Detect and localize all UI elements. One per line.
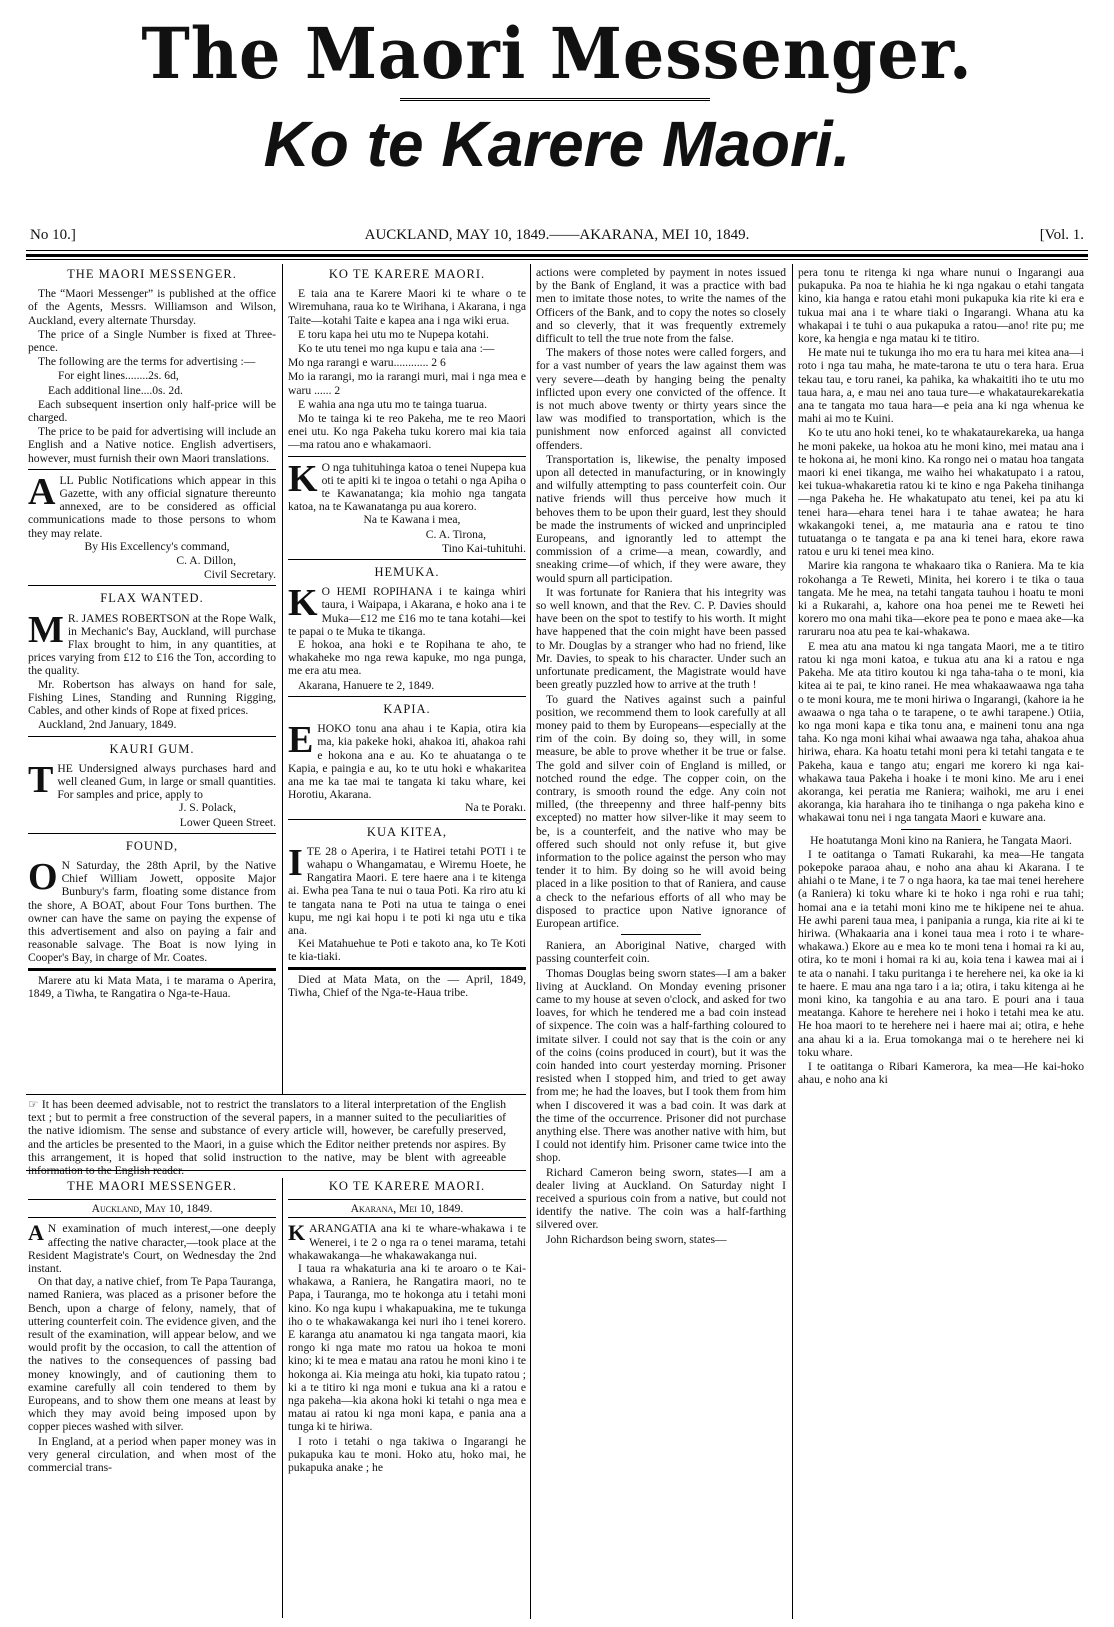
advert-kapia (288, 696, 526, 815)
advert-heading: KAPIA. (383, 701, 431, 716)
paragraph: actions were completed by payment in notes issued by the Bank of England, it was a practice with bad men to imitate those notes, to write the names of the Officers of the Bank, and to copy the notes so closely and so cleverly, that it was frequently extremely difficult to tell the true note from the false. (536, 266, 786, 346)
advert-date: Auckland, 2nd January, 1849. (38, 718, 177, 732)
column-rule (792, 264, 793, 1619)
rule (26, 259, 1088, 260)
rule (288, 1217, 526, 1218)
advert-text: Kei Matahuehue te Poti e takoto ana, ko Te Koti te kia-tiaki. (288, 937, 526, 964)
rule (28, 1199, 276, 1200)
column-rule (282, 1178, 283, 1618)
article-date: Auckland, May 10, 1849. (91, 1202, 213, 1216)
rate-line: Mo nga rarangi e waru............ 2 6 (288, 356, 446, 370)
rule (288, 1199, 526, 1200)
paragraph: E toru kapa hei utu mo te Nupepa kotahi. (298, 327, 489, 341)
advert-signature: J. S. Polack, (178, 801, 236, 815)
paragraph: I te oatitanga o Tamati Rukarahi, ka mea—He tangata pokepoke paraoa ahau, e noho ana ahau ki Akarana. I te ahiahi o te Mane, i te 7 o nga haora, ka tae mai tenei herehere (a Raniera) ki toku whare ki te hoko i nga rohi e rua tahi; homai ana e ia tetahi moni kino me te hikipene nei te ahua. He awhi pareni taua mea, i panipania a runga, kia rite ai ki te hiriwa. (Whakaaria ana i konei taua mea i roto i te whare-whakawa.) Ekore au e mea ko te moni tena i homai ra ki au, otira, ko te moni i homai ra ki au, koia tena i kawea mai ai i te ata o nanahi. I taku puritanga i te herehere nei, ka oke ia ki te haere. E mau ana nga taro i a ia; otira, i taku kitenga ai he moni kino, ka tangohia e au ana taro. E pouri ana i taua meatanga. Kahore te herehere nei i hoko i tetahi mea ke atu. He hoa maori to te herehere nei i haere mai ai; otira, e hehe ana ahau ki a ia. Erua tomokanga mai o te herehere nei ki toku whare. (798, 847, 1084, 1059)
notice-signature: C. A. Tirona, (425, 527, 486, 541)
advert-text: HE Undersigned always purchases hard and well cleaned Gum, in large or small quantities. For samples and price, apply to (57, 761, 276, 802)
column-english-notices (28, 266, 276, 1096)
advert-text: TE 28 o Aperira, i te Hatirei tetahi POTI i te wahapu o Whangamatau, e Wiremu Hoete, he Rangatira Maori. E tere haere ana i te kitenga ai. Ewha pea Tana te nui o taua Poti. Ka riro atu ki te tangata nana te Poti na utua te tainga o enei kupu, me ngi kai hopu i te poti ki nga utu e tika ana. (288, 844, 526, 937)
drop-cap: K (288, 1220, 306, 1246)
advert-heading: HEMUKA. (374, 565, 440, 580)
rate-line: Each additional line....0s. 2d. (48, 383, 183, 397)
short-rule (901, 829, 981, 830)
ornament-rule (28, 968, 276, 971)
paragraph: ARANGATIA ana ki te whare-whakawa i te Wenerei, i te 2 o nga ra o tenei marama, tetahi whakawakanga—he whakawakanga nui. (288, 1222, 526, 1262)
notice-text: LL Public Notifications which appear in this Gazette, with any official signature thereunto annexed, are to be considered as official communications made to those persons to whom they may relate. (28, 473, 276, 540)
short-rule (621, 934, 701, 935)
notice-signature-title: Civil Secretary. (203, 568, 276, 582)
section-heading: THE MAORI MESSENGER. (67, 267, 237, 281)
paragraph: I te oatitanga o Ribari Kamerora, ka mea—He kai-hoko ahau, e noho ana ki (798, 1059, 1084, 1087)
drop-cap: O (28, 855, 58, 898)
advert-address: Lower Queen Street. (179, 815, 276, 829)
advert-date: Akarana, Hanuere te 2, 1849. (298, 678, 435, 692)
advert-text: E hokoa, ana hoki e te Ropihana te aho, te whakaheke mo nga rewa kapuke, mo nga punga, me era atu mea. (288, 638, 526, 678)
masthead-divider (400, 98, 710, 101)
rule (26, 1094, 526, 1095)
article-date: Akarana, Mei 10, 1849. (350, 1202, 464, 1216)
death-notice: Marere atu ki Mata Mata, i te marama o Aperira, 1849, a Tiwha, te Rangatira o Nga-te-Haua. (28, 973, 276, 1000)
masthead (0, 0, 1114, 225)
drop-cap: K (288, 457, 318, 500)
column-maori-notices (288, 266, 526, 1096)
paragraph: He hoatutanga Moni kino na Raniera, he Tangata Maori. (810, 833, 1072, 847)
paragraph: In England, at a period when paper money was in very general circulation, and when most of the commercial trans- (28, 1434, 276, 1475)
advert-kauri-gum (28, 736, 276, 829)
paragraph: Thomas Douglas being sworn states—I am a baker living at Auckland. On Monday evening prisoner came to my house at seven o'clock, and asked for two loaves, for which he tendered me a bad coin instead of sixpence. The coin was a half-farthing coloured to imitate silver. I could not say that is the coin or any of the coins (coins produced in court), but it was the coin handed into court yesterday morning. Prisoner resisted when I stopped him, and tried to get away from me; he had the loaves, but I took them from him when I discovered it was a bad coin. It was dark at the time of the occurrence. Prisoner did not purchase anything else. There was another native with him, but I could not identify him. Prisoner came twice into the shop. (536, 966, 786, 1165)
issue-number: No 10.] (30, 227, 76, 243)
rule (28, 1217, 276, 1218)
advert-text: N Saturday, the 28th April, by the Native Chief William Jowett, opposite Major Bunbury's farm, floating some distance from the shore, A BOAT, about Four Tons burthen. The owner can have the same on paying the expense of this advertisement and also on paying a fair and reasonable salvage. The Boat is now lying in Cooper's Bay, in charge of Mr. Coates. (28, 858, 276, 965)
rate-line: For eight lines........2s. 6d, (58, 369, 179, 383)
paragraph: E mea atu ana matou ki nga tangata Maori, me a te titiro ratou ki nga moni katoa, e tukua atu ana ki a ratou e nga Pakeha. Me ata titiro koutou ki nga taha-taha o te moni, kia kitea ai te pai, te kino ranei. He mea whakaawaawa nga taha o te moni koura, me te moni hiriwa o Ingarangi, (kahore ia he awaawa o nga taha o te tarapene, o te awhi tarapene.) Otiia, ko nga moni kapa e tika tonu ana, e maineni tonu ana nga taha. Ko nga moni kihai whai awaawa nga taha, ahakoa ahua hiriwa, ehara. Ka hoatu tetahi moni pera ki tetahi tangata e te Pakeha, kaua e tango atu; engari me korero ki nga kai-whakawa taua Pakeha i hoake i te moni kino. Me aru i enei akoranga, kei peratia me Raniera; waihoki, me aru i enei akoranga, kia harahara iho te tinihanga o nga pakeha kino e whakawai tonu nei i nga tangata Maori e kuware ana. (798, 639, 1084, 825)
advert-text: HOKO tonu ana ahau i te Kapia, otira kia ma, kia pakeke hoki, ahakoa iti, ahakoa rahi e hokona ana e au. Ko te ahuatanga o te Kapia, e paingia e au, ko te utu hoki e whakaritea ana me ka tae mai te tangata ki taku whare, kei Horotiu, Akarana. (288, 722, 526, 802)
notice-command: Na te Kawana i mea, (363, 513, 461, 527)
advert-heading: KUA KITEA, (366, 824, 448, 839)
paragraph: Each subsequent insertion only half-price will be charged. (28, 397, 276, 425)
section-heading: KO TE KARERE MAORI. (328, 267, 486, 281)
drop-cap: A (28, 1220, 44, 1246)
drop-cap: M (28, 608, 64, 651)
drop-cap: A (28, 470, 56, 513)
paragraph: E taia ana te Karere Maori ki te whare o te Wiremuhana, raua ko te Wirihana, i Akarana, i nga Taite—kotahi Taite e kapea ana i nga wiki erua. (288, 287, 526, 327)
section-heading: KO TE KARERE MAORI. (328, 1179, 486, 1193)
advert-heading: FOUND, (125, 838, 179, 853)
advert-heading: KAURI GUM. (109, 741, 195, 756)
editorial-notice: ☞ It has been deemed advisable, not to restrict the translators to a literal interpretation of the English text ; but to permit a free construction of the several papers, in a manner suited to the peculiarities of the native idiomism. The sense and substance of every article will, however, be carefully preserved, and the articles be presented to the Maori, in a guise which the Editor neither pretends nor aspires. By this arrangement, it is hoped that solid instruction to the native, may be blent with agreeable information to the English reader. (28, 1098, 506, 1178)
ornament-rule (288, 967, 526, 970)
column-english-continued (536, 266, 786, 1618)
advert-text: O HEMI ROPIHANA i te kainga whiri taura, i Waipapa, i Akarana, e hoko ana i te Muka—£12 me £16 mo te tana kotahi—kei te papai o te Muka te tikanga. (288, 585, 526, 638)
section-heading: THE MAORI MESSENGER. (67, 1179, 237, 1193)
drop-cap: E (288, 719, 314, 762)
official-notice (28, 469, 276, 582)
column-rule (282, 264, 283, 1094)
advert-kua-kitea (288, 819, 526, 964)
masthead-title: The Maori Messenger. (141, 12, 973, 95)
drop-cap: T (28, 758, 54, 801)
paragraph: Marire kia rangona te whakaaro tika o Raniera. Ma te kia rokohanga a Te Reweti, Minita, hei korero i te tika o taua tangata. Me he mea, na tetahi tangata tauhou i hoatu te moni ki a Rukarahi, a, kahore ona hoa penei me te Reweti hei korero mo ona mahi tika—ekore pea te pono e maea ake—ka raruraru noa atu pea te kai-whakawa. (798, 559, 1084, 639)
notice-signature-title: Tino Kai-tuhituhi. (442, 541, 526, 555)
paragraph: Richard Cameron being sworn, states—I am a dealer living at Auckland. On Saturday night I received a spurious coin from a native, but could not identify the native. The coin was a half-farthing silvered over. (536, 1165, 786, 1232)
advert-hemuka (288, 559, 526, 692)
paragraph: The price of a Single Number is fixed at Three-pence. (28, 327, 276, 355)
paragraph: E wahia ana nga utu mo te tainga tuarua. (298, 397, 487, 411)
paragraph: On that day, a native chief, from Te Papa Tauranga, named Raniera, was placed as a prisoner before the Bench, upon a charge of felony, namely, that of uttering counterfeit coin. The evidence given, and the result of the examination, will appear below, and we would profit by the occasion, to call the attention of the natives to the consequences of passing bad money knowingly, and of cautioning them to examine carefully all coin tendered to them by Europeans, and to show them one means at least by which they may avoid being imposed upon by copper pieces washed with silver. (28, 1275, 276, 1434)
column-maori-article (288, 1178, 526, 1618)
paragraph: Raniera, an Aboriginal Native, charged with passing counterfeit coin. (536, 939, 786, 966)
masthead-subtitle: Ko te Karere Maori. (263, 108, 851, 180)
paragraph: He mate nui te tukunga iho mo era tu hara mei kitea ana—i roto i nga tau maha, he mate-tarona te utu o tera hara. Erua tekau tau, e toru ranei, ka pahika, ka whakaititi iho te utu mo taua hara, a, e mau nei ano taua ture—e whakataurekarekatia ana te tangata mo taua hara—e peia ana ki nga whenua ke mahi ai mo te Kuini. (798, 346, 1084, 426)
rate-line: Mo ia rarangi, mo ia rarangi muri, mai i nga mea e waru ...... 2 (288, 370, 526, 397)
column-maori-continued (798, 266, 1084, 1618)
advert-text: R. JAMES ROBERTSON at the Rope Walk, in Mechanic's Bay, Auckland, will purchase Flax brought to him, in any quantities, at prices varying from £12 to £16 the Ton, according to the quality. (28, 611, 276, 678)
advert-signature: Na te Porakı. (465, 801, 526, 815)
rule (26, 250, 1088, 251)
issue-date: AUCKLAND, MAY 10, 1849.——AKARANA, MEI 10, 1849. (364, 227, 750, 243)
volume-number: [Vol. 1. (1039, 227, 1084, 243)
advert-text: Mr. Robertson has always on hand for sale, Fishing Lines, Standing and Running Rigging, Cables, and other kinds of Rope at fixed prices. (28, 677, 276, 718)
rule (26, 254, 1088, 257)
drop-cap: K (288, 582, 318, 625)
paragraph: To guard the Natives against such a painful position, we recommend them to look carefully at all money paid to them by Europeans—especially at the rim of the coin. By doing so, they will, in some measure, be able to prove whether it be true or false. The gold and silver coin of England is milled, or notched round the edge. The copper coin, on the contrary, is smooth round the edge. Any coin not milled, (the threepenny and three half-penny bits excepted) no matter how silver-like it may seem to be, is a counterfeit, and the native who may be offered such should not only refuse it, but give information to the police against the person who may tender it to him. By doing so he will avoid being placed in a like position to that of Raniera, and cause a check to the nefarious efforts of all who may be disposed to practice upon Native ignorance of European artifice. (536, 692, 786, 930)
paragraph: I roto i tetahi o nga takiwa o Ingarangi he pukapuka kau te moni. Hoko atu, hoko mai, he pukapuka anake ; he (288, 1434, 526, 1475)
paragraph: John Richardson being sworn, states— (546, 1232, 727, 1246)
column-rule (530, 264, 531, 1619)
paragraph: It was fortunate for Raniera that his integrity was so well known, and that the Rev. C. P. Davies should have been on the spot to testify to his worth. It might have happened that the coin might have been passed to Mr. Douglas by a stranger who had no friend, like Mr. Davies, to speak to his character. Under such an unfortunate predicament, the Magistrate would have been greatly puzzled how to arrive at the truth ! (536, 585, 786, 692)
paragraph: I taua ra whakaturia ana ki te aroaro o te Kai-whakawa, a Raniera, he Rangatira maori, no te Papa, i Tauranga, mo te hokonga atu i tetahi moni kino. Ko nga kupu i whakapuakina, me te tukunga iho o te whakawakanga kei nuri iho i tenei korero. E karanga atu anamatou ki nga tangata maori, kia rongo ki nga mate mo ratou ua hokoa te moni kino; ki te mea e matau ana ratou he moni kino i te hokonga ai. Kia meinga atu hoki, kia tupato ratou ; ki a te titiro ki nga moni e tukua ana ki a ratou e nga pakeha—kia akona hoki ki tetahi o nga mea e matau ai ratou ki nga moni kapa, e pania ana a tunga ki te hiriwa. (288, 1262, 526, 1434)
paragraph: The “Maori Messenger” is published at the office of the Agents, Messrs. Williamson and Wilson, Auckland, every alternate Thursday. (28, 287, 276, 327)
paragraph: The price to be paid for advertising will include an English and a Native notice. English advertisers, however, must furnish their own Maori translations. (28, 425, 276, 465)
paragraph: Transportation is, likewise, the penalty imposed upon all detected in manufacturing, or in knowingly and wilfully attempting to pass counterfeit coin. Our native friends will thus perceive how much it behoves them to be upon their guard, lest they should be made the instruments of wicked and unprincipled Europeans, and ignorantly led to attempt the commission of a crime—a mean, cowardly, and sneaking crime—of which, if they were aware, they would spurn all participation. (536, 452, 786, 585)
paragraph: N examination of much interest,—one deeply affecting the native character,—took place at the Resident Magistrate's Court, on Wednesday the 2nd instant. (28, 1222, 276, 1276)
drop-cap: I (288, 841, 303, 884)
advert-found (28, 833, 276, 965)
notice-text: O nga tuhituhinga katoa o tenei Nupepa kua oti te apiti ki te ingoa o tetahi o nga Apiha o te Kawanatanga; kia mohio nga tangata katoa, na te Kawanatanga pu aua korero. (288, 460, 526, 514)
paragraph: Ko te utu tenei mo nga kupu e taia ana :— (298, 342, 495, 356)
notice-signature: C. A. Dillon, (176, 554, 236, 568)
notice-command: By His Excellency's command, (84, 539, 230, 553)
official-notice (288, 456, 526, 555)
advert-flax (28, 585, 276, 731)
advert-heading: FLAX WANTED. (100, 591, 204, 606)
paragraph: pera tonu te ritenga ki nga whare nunui o Ingarangi aua pukapuka. Pa noa te hiahia he ki nga ngakau o etahi tangata kino, kia hanga e ratou etahi moni pukapuka kia rite ki era e tukua mai ana i te whare tiaki o Ingarangi. Whana atu ka whakapai i te tuhi o aua pukapuka a ratou—ano! rite pu; me kore, ka hengia e nga matau ki te titiro. (798, 266, 1084, 346)
dateline (30, 225, 1084, 247)
rule (26, 1170, 526, 1171)
paragraph: Ko te utu ano hoki tenei, ko te whakataurekareka, ua hanga he moni pakeke, ua hokoa atu he moni kino, mei matau ana i te hokona ai, he moni kino. Ka rongo nei o matau hoa tangata maori ki enei tikanga, me waiho hei whakatupato i a ratou, kei tukua-whakaretia ratou ki te kino e nga Pakeha tinihanga—nga Pakeha he. He whakatupato atu tenei, kei pa atu ki tenei hara—ehara tenei hara i te tahae awatea; he hara wkakangoki tenei, a, me mataurìa ana e ratou te tino tutuatanga o te tangata e pa ana ki tenei hara, ekore rawa ratou e uru ki tenei mea kino. (798, 426, 1084, 559)
column-english-article (28, 1178, 276, 1618)
paragraph: The following are the terms for advertising :— (38, 355, 256, 369)
death-notice: Died at Mata Mata, on the — April, 1849, Tiwha, Chief of the Nga-te-Haua tribe. (288, 972, 526, 999)
paragraph: The makers of those notes were called forgers, and for a vast number of years the law against them was very severe—death by hanging being the penalty inflicted upon every one convicted of the offence. It is not much above twenty or thirty years since the law was modified to transportation, which is the punishment now enforced against all convicted offenders. (536, 346, 786, 452)
paragraph: Mo te tainga ki te reo Pakeha, me te reo Maori enei utu. Ko nga Pakeha tuku korero mai kia taia—ma ratou ano e whakamaori. (288, 412, 526, 452)
